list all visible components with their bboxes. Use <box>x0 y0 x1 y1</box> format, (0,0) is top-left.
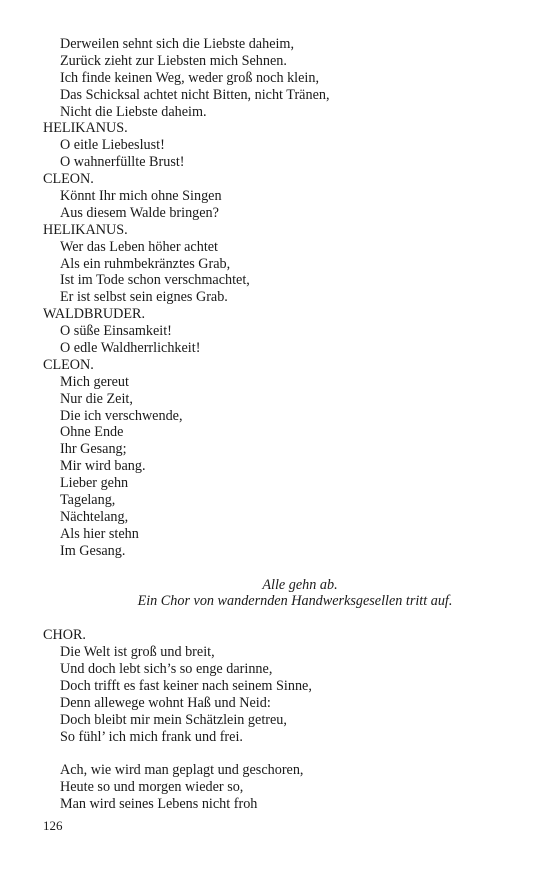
verse-line: Tagelang, <box>60 492 116 509</box>
speaker-name: CLEON. <box>43 171 94 188</box>
verse-line: Heute so und morgen wieder so, <box>60 779 244 796</box>
stage-direction: Ein Chor von wandernden Handwerksgesellen tritt auf. <box>137 593 453 610</box>
verse-line: Ich finde keinen Weg, weder groß noch klein, <box>60 69 320 86</box>
speaker-name: CHOR. <box>43 627 86 644</box>
verse-line: So fühl’ ich mich frank und frei. <box>60 728 243 745</box>
verse-line: Doch trifft es fast keiner nach seinem Sinne, <box>60 677 312 694</box>
verse-line: Das Schicksal achtet nicht Bitten, nicht Tränen, <box>60 86 330 103</box>
page-number: 126 <box>43 818 63 833</box>
verse-line: Als ein ruhmbekränztes Grab, <box>60 255 231 272</box>
verse-line: Nur die Zeit, <box>60 390 133 407</box>
verse-line: Die Welt ist groß und breit, <box>60 644 215 661</box>
verse-line: Mir wird bang. <box>60 458 146 475</box>
verse-line: Ohne Ende <box>60 424 124 441</box>
speaker-name: WALDBRUDER. <box>43 306 146 323</box>
verse-line: Könnt Ihr mich ohne Singen <box>60 188 222 205</box>
verse-line: Ihr Gesang; <box>60 441 127 458</box>
verse-line: Aus diesem Walde bringen? <box>60 204 219 221</box>
verse-line: Ist im Tode schon verschmachtet, <box>60 272 250 289</box>
verse-line: Nicht die Liebste daheim. <box>60 103 207 120</box>
play-text <box>43 36 513 813</box>
verse-line: Als hier stehn <box>60 525 139 542</box>
speaker-name: CLEON. <box>43 356 94 373</box>
stage-direction: Alle gehn ab. <box>262 576 338 593</box>
verse-line: O wahnerfüllte Brust! <box>60 154 185 171</box>
verse-line: Die ich verschwende, <box>60 407 183 424</box>
verse-line: Wer das Leben höher achtet <box>60 238 218 255</box>
verse-line: Doch bleibt mir mein Schätzlein getreu, <box>60 711 287 728</box>
verse-line: Er ist selbst sein eignes Grab. <box>60 289 228 306</box>
verse-line: Man wird seines Lebens nicht froh <box>60 796 258 813</box>
speaker-name: HELIKANUS. <box>43 120 128 137</box>
verse-line: O eitle Liebeslust! <box>60 137 165 154</box>
verse-line: Lieber gehn <box>60 475 129 492</box>
stanza-gap <box>43 560 513 577</box>
verse-line: O edle Waldherrlichkeit! <box>60 340 201 357</box>
verse-line: Denn allewege wohnt Haß und Neid: <box>60 694 271 711</box>
stanza-gap <box>43 610 513 627</box>
verse-line: Nächtelang, <box>60 508 129 525</box>
stanza-gap <box>43 745 513 762</box>
verse-line: O süße Einsamkeit! <box>60 323 172 340</box>
verse-line: Im Gesang. <box>60 542 126 559</box>
verse-line: Mich gereut <box>60 373 129 390</box>
verse-line: Ach, wie wird man geplagt und geschoren, <box>60 762 304 779</box>
verse-line: Zurück zieht zur Liebsten mich Sehnen. <box>60 52 287 69</box>
speaker-name: HELIKANUS. <box>43 221 128 238</box>
verse-line: Derweilen sehnt sich die Liebste daheim, <box>60 36 295 52</box>
verse-line: Und doch lebt sich’s so enge darinne, <box>60 660 273 677</box>
